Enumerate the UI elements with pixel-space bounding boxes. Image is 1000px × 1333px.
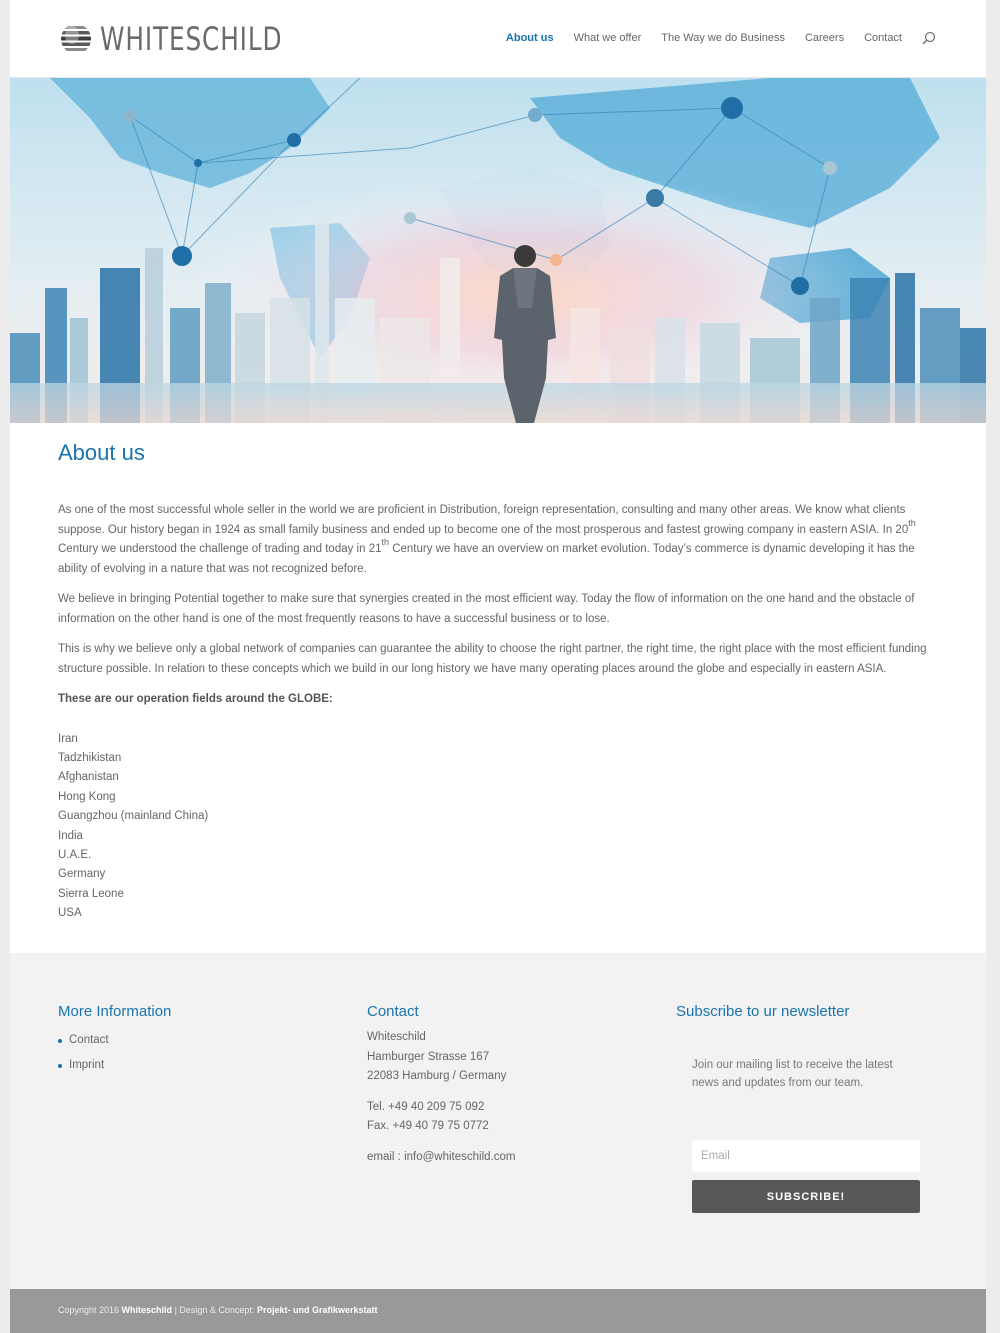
- nav-item-about-us[interactable]: About us: [505, 32, 554, 44]
- list-item: Hong Kong: [58, 790, 116, 803]
- subscribe-button[interactable]: SUBSCRIBE!: [692, 1180, 920, 1213]
- footer-link-contact[interactable]: Contact: [58, 1028, 171, 1053]
- list-item: Sierra Leone: [58, 887, 124, 900]
- footer-contact: [367, 1003, 515, 1168]
- about-paragraph-2: We believe in bringing Potential together to make sure that synergies created in the most efficient way. Today the flow of information on the one hand and the obstacle of information on the other hand is one of the most frequently reasons to have a successful business or to lose.: [58, 593, 915, 625]
- nav-item-contact[interactable]: Contact: [864, 32, 902, 44]
- contact-city: 22083 Hamburg / Germany: [367, 1070, 507, 1083]
- list-item: USA: [58, 907, 82, 920]
- footer-more-info-title: More Information: [58, 1003, 172, 1020]
- newsletter-email-input[interactable]: [692, 1140, 920, 1172]
- contact-street: Hamburger Strasse 167: [367, 1050, 490, 1063]
- contact-tel: Tel. +49 40 209 75 092: [367, 1100, 485, 1113]
- newsletter-title: Subscribe to ur newsletter: [676, 1003, 850, 1020]
- logo[interactable]: [60, 20, 312, 58]
- about-paragraph-1: As one of the most successful whole seller in the world we are proficient in Distribution, foreign representation, consulting and many other areas. We know what clients suppose. Our history began in 1924 as small family business and ended up to become one of the most prosperous and fastest growing company in eastern ASIA. In 20th Century we understood the challenge of trading and today in 21th Century we have an overview on market evolution. Today’s commerce is dynamic developing it has the ability of evolving in a nature that was not recognized before.: [58, 504, 916, 575]
- list-item: U.A.E.: [58, 848, 92, 861]
- page: [10, 0, 986, 1333]
- footer-more-information: [58, 1003, 171, 1078]
- newsletter-description: Join our mailing list to receive the latest news and updates from our team.: [692, 1059, 893, 1089]
- list-item: Iran: [58, 732, 78, 745]
- main-content: [58, 440, 938, 924]
- footer-newsletter: [676, 1003, 920, 1213]
- nav-item-what-we-offer[interactable]: What we offer: [573, 32, 642, 44]
- designer-link[interactable]: Projekt- und Grafikwerkstatt: [256, 1305, 378, 1315]
- hero-illustration: [10, 78, 986, 423]
- main-nav: [486, 31, 936, 45]
- bottom-bar: [10, 1289, 986, 1333]
- search-icon[interactable]: [922, 31, 936, 45]
- logo-text: WHITESCHILD: [100, 20, 283, 58]
- nav-item-the-way-we-do-business[interactable]: The Way we do Business: [661, 32, 785, 44]
- operation-fields-list: [58, 730, 938, 924]
- site-footer: [10, 953, 986, 1289]
- contact-company: Whiteschild: [367, 1031, 426, 1043]
- list-item: Guangzhou (mainland China): [58, 810, 209, 823]
- page-title: About us: [58, 440, 145, 465]
- list-item: Tadzhikistan: [58, 751, 122, 764]
- footer-contact-title: Contact: [367, 1003, 419, 1020]
- nav-item-careers[interactable]: Careers: [804, 32, 845, 44]
- copyright: Copyright 2016 Whiteschild | Design & Concept: Projekt- und Grafikwerkstatt: [58, 1305, 378, 1315]
- about-paragraph-3: This is why we believe only a global network of companies can guarantee the ability to choose the right partner, the right time, the right place with the most efficient funding structure possible. In relation to these concepts which we build in our long history we have many operating places around the globe and especially in eastern ASIA.: [58, 643, 927, 675]
- list-item: Afghanistan: [58, 771, 119, 784]
- list-item: India: [58, 829, 83, 842]
- bullet-icon: [58, 1064, 62, 1068]
- contact-email[interactable]: email : info@whiteschild.com: [367, 1150, 516, 1163]
- hero-image: [10, 78, 986, 423]
- operation-fields-heading: These are our operation fields around the GLOBE:: [58, 693, 333, 705]
- bullet-icon: [58, 1039, 62, 1043]
- list-item: Germany: [58, 868, 106, 881]
- contact-fax: Fax. +49 40 79 75 0772: [367, 1120, 489, 1133]
- site-header: [10, 0, 986, 78]
- logo-globe-icon: [60, 23, 92, 55]
- footer-link-imprint[interactable]: Imprint: [58, 1053, 171, 1078]
